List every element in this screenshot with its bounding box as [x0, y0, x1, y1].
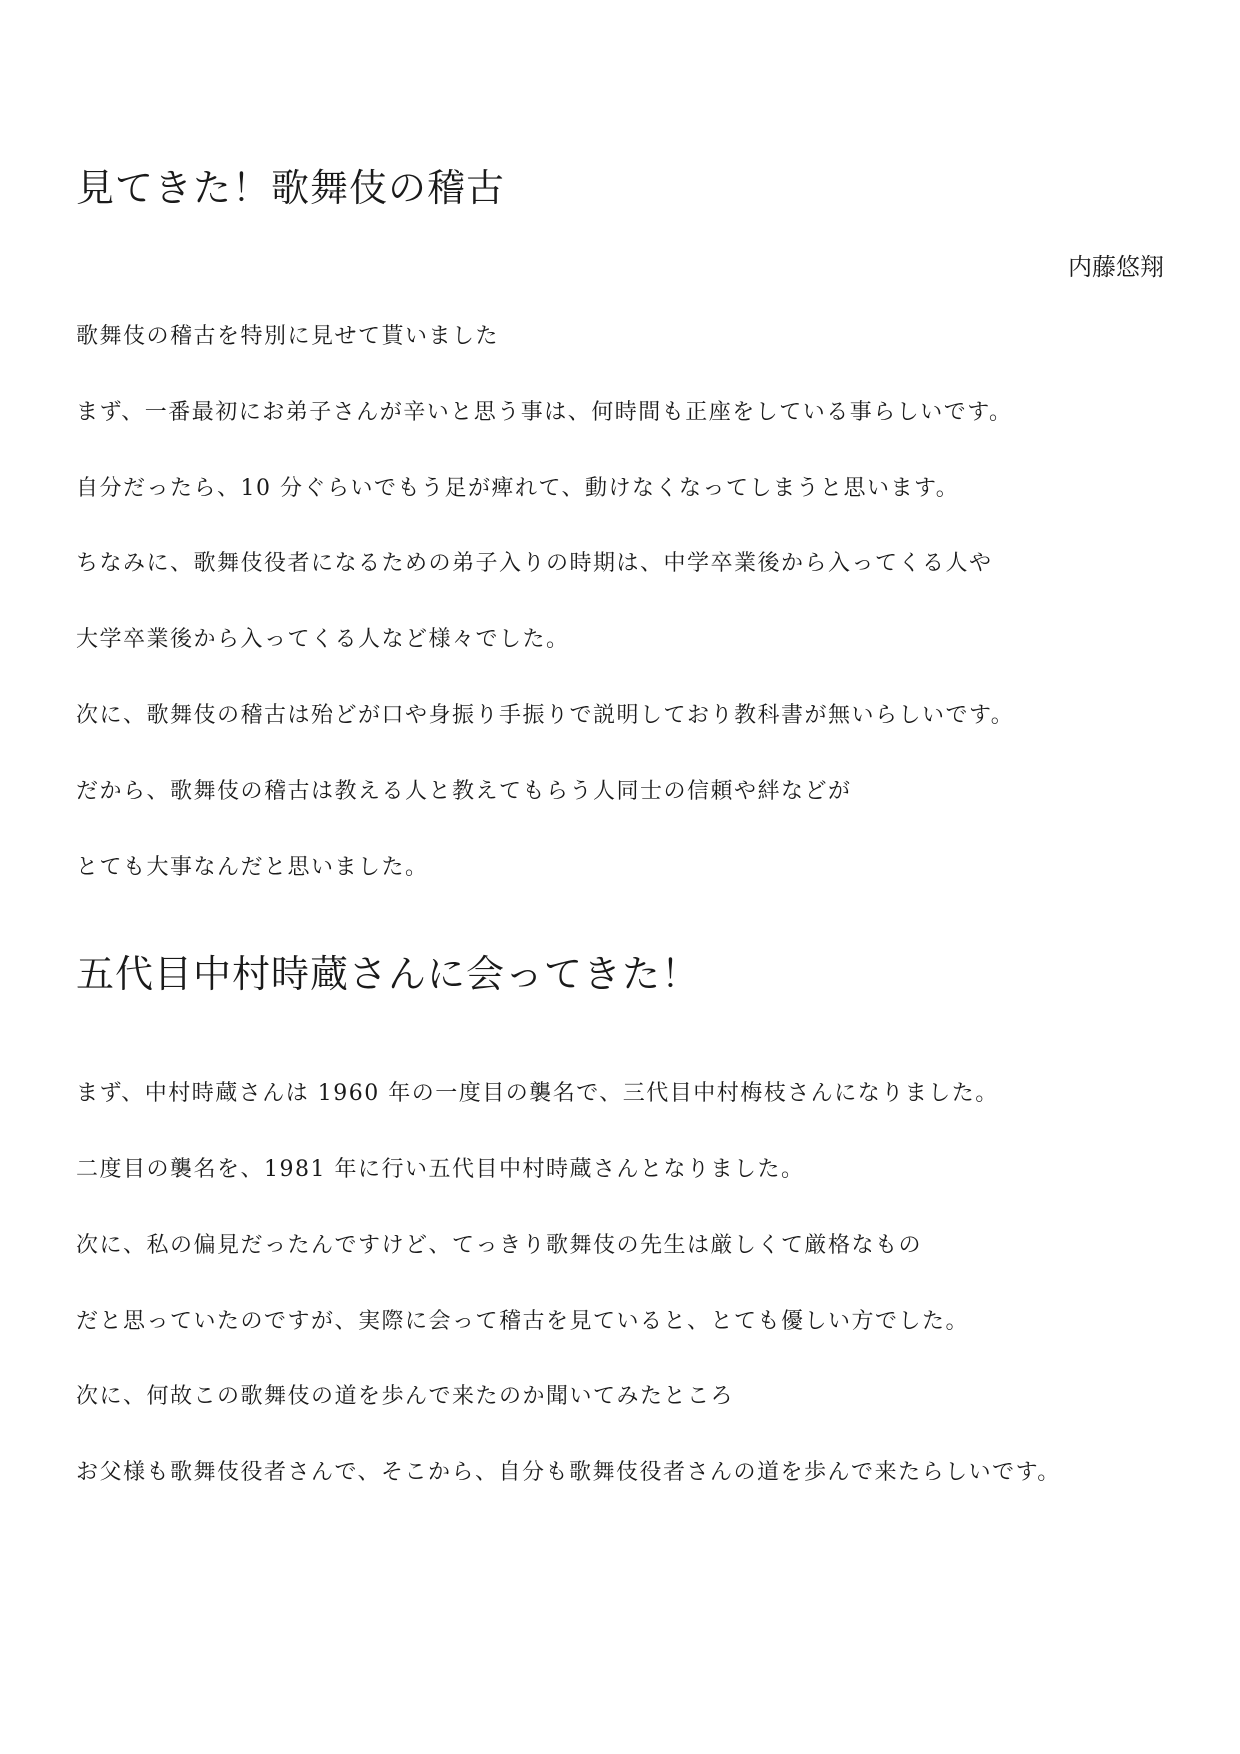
section-title: 五代目中村時蔵さんに会ってきた！ — [76, 952, 701, 996]
paragraph-line: 次に、私の偏見だったんですけど、てっきり歌舞伎の先生は厳しくて厳格なもの — [76, 1233, 923, 1258]
paragraph-line: 大学卒業後から入ってくる人など様々でした。 — [76, 627, 570, 652]
paragraph-line: とても大事なんだと思いました。 — [76, 855, 429, 880]
paragraph-line: 次に、何故この歌舞伎の道を歩んで来たのか聞いてみたところ — [76, 1384, 735, 1409]
paragraph-line: だと思っていたのですが、実際に会って稽古を見ていると、とても優しい方でした。 — [76, 1309, 970, 1334]
paragraph-line: 二度目の襲名を、1981 年に行い五代目中村時蔵さんとなりました。 — [76, 1157, 805, 1182]
article-title: 見てきた！歌舞伎の稽古 — [76, 166, 506, 210]
paragraph-line: 次に、歌舞伎の稽古は殆どが口や身振り手振りで説明しており教科書が無いらしいです。 — [76, 703, 1015, 728]
paragraph-line: ちなみに、歌舞伎役者になるための弟子入りの時期は、中学卒業後から入ってくる人や — [76, 551, 993, 576]
paragraph-line: 自分だったら、10 分ぐらいでもう足が痺れて、動けなくなってしまうと思います。 — [76, 476, 960, 501]
paragraph-line: だから、歌舞伎の稽古は教える人と教えてもらう人同士の信頼や絆などが — [76, 779, 852, 804]
paragraph-line: まず、中村時蔵さんは 1960 年の一度目の襲名で、三代目中村梅枝さんになりました。 — [76, 1081, 999, 1106]
author-name: 内藤悠翔 — [1068, 253, 1164, 281]
paragraph-line: 歌舞伎の稽古を特別に見せて貰いました — [76, 324, 500, 349]
paragraph-line: まず、一番最初にお弟子さんが辛いと思う事は、何時間も正座をしている事らしいです。 — [76, 400, 1013, 425]
paragraph-line: お父様も歌舞伎役者さんで、そこから、自分も歌舞伎役者さんの道を歩んで来たらしいです。 — [76, 1460, 1061, 1485]
